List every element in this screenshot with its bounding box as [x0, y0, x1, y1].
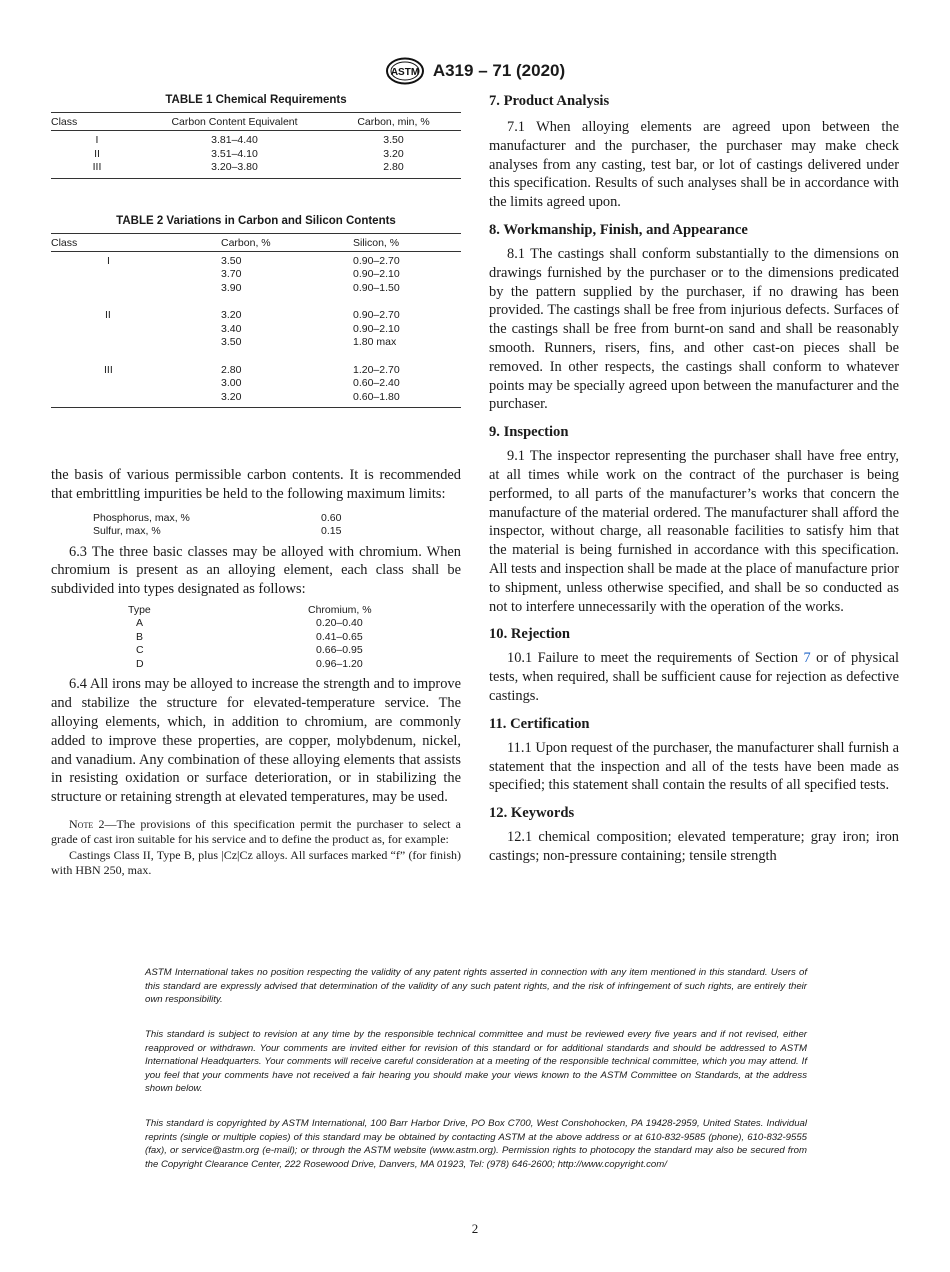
text-span: 10.1 Failure to meet the requirements of Section: [507, 650, 804, 667]
table-cell: [51, 391, 221, 408]
table-cell: 3.00: [221, 377, 242, 389]
note-2-example: Castings Class II, Type B, plus |Cz|Cz alloys. All surfaces marked “f” (for finish) with HBN 250, max.: [51, 848, 461, 877]
table-cell: 0.90–2.10: [353, 268, 400, 280]
section-title-10: 10. Rejection: [489, 626, 571, 643]
table-row: [51, 377, 461, 391]
table-row: [51, 364, 461, 378]
table-cell: 0.41–0.65: [316, 630, 363, 643]
table-cell: II: [94, 147, 100, 160]
table-cell: 3.50: [221, 336, 242, 348]
limit-label: Sulfur, max, %: [93, 525, 161, 538]
table-row: [51, 131, 461, 148]
table-cell: [51, 336, 221, 350]
table-row: [51, 251, 461, 268]
table-row: [128, 644, 428, 658]
right-column: [489, 92, 899, 866]
paragraph-6-3: 6.3 The three basic classes may be alloyed with chromium. When chromium is present as an alloying element, each class shall be subdivided into types designated as follows:: [51, 543, 461, 598]
table2-caption: TABLE 2 Variations in Carbon and Silicon Contents: [116, 214, 396, 227]
paragraph-10-1: [489, 649, 899, 705]
table-header-row: [51, 233, 461, 251]
table-cell: 0.96–1.20: [316, 657, 363, 670]
table-row: [51, 148, 461, 162]
table-cell: 0.66–0.95: [316, 644, 363, 657]
note-2: [51, 817, 461, 846]
table-row: [51, 309, 461, 323]
note-label: Note: [69, 817, 94, 832]
table-cell: C: [136, 644, 144, 657]
table-cell: 3.70: [221, 268, 242, 280]
paragraph-8-1: 8.1 The castings shall conform substantially to the dimensions on drawings furnished by the purchaser or to the dimensions predicated by the pattern supplied by the purchaser, if no drawing has been provided. The castings shall be free from injurious defects. Surfaces of the castings shall be free from burnt-on sand and shall be reasonably smooth. Runners, risers, fins, and other cast-on pieces shall be removed. In other respects, the castings shall conform to whatever points may be specially agreed upon between the manufacturer and the purchaser.: [489, 245, 899, 413]
table-row: [51, 282, 461, 296]
table-row: [51, 336, 461, 350]
astm-logo: [385, 57, 425, 85]
table-cell: 0.90–2.10: [353, 322, 400, 335]
document-designation: A319 – 71 (2020): [432, 61, 566, 80]
copyright-notice: This standard is copyrighted by ASTM International, 100 Barr Harbor Drive, PO Box C700, West Conshohocken, PA 19428-2959, United States. Individual reprints (single or multiple copies) of this standard may be obtained by contacting ASTM at the above address or at 610-832-9585 (phone), 610-832-9555 (fax), or service@astm.org (e-mail); or through the ASTM website (www.astm.org). Permission rights to photocopy the standard may also be secured from the Copyright Clearance Center, 222 Rosewood Drive, Danvers, MA 01923, Tel: (978) 646-2600; http://www.copyright.com/: [145, 1118, 807, 1170]
table-header: Type: [128, 603, 151, 616]
table-header-row: [51, 113, 461, 131]
table-cell: [51, 323, 221, 337]
table-cell: 3.20: [221, 391, 353, 408]
table-row: [51, 391, 461, 408]
table-header: Chromium, %: [308, 603, 372, 616]
table-cell: 1.20–2.70: [353, 363, 400, 376]
table-cell: 2.80: [221, 363, 242, 376]
section-7-link[interactable]: 7: [803, 650, 811, 667]
table-row: [51, 323, 461, 337]
paragraph-12-1: 12.1 chemical composition; elevated temperature; gray iron; iron castings; non-pressure containing; tensile strength: [489, 829, 899, 864]
table-cell: 0.90–2.70: [353, 309, 400, 321]
list-item: [93, 525, 461, 539]
section-title-8: 8. Workmanship, Finish, and Appearance: [489, 221, 748, 238]
table-cell: 3.50: [221, 254, 242, 267]
table-cell: 1.80 max: [353, 336, 397, 348]
table-cell: A: [136, 617, 144, 630]
table-header-row: [128, 604, 428, 618]
table-row: [51, 268, 461, 282]
table-cell: 3.40: [221, 322, 242, 335]
table-cell: I: [107, 254, 110, 267]
table-cell: 0.20–0.40: [316, 617, 363, 630]
table-cell: 0.60–2.40: [353, 377, 400, 389]
table-cell: II: [105, 309, 111, 321]
page-number: 2: [471, 1221, 479, 1236]
table-cell: [51, 377, 221, 391]
table-header: Carbon Content Equivalent: [143, 113, 326, 131]
page-header: [0, 56, 950, 86]
table-cell: 2.80: [326, 161, 461, 178]
table-cell: 0.60–1.80: [353, 391, 461, 408]
section-title-12: 12. Keywords: [489, 805, 575, 822]
paragraph-6-4: 6.4 All irons may be alloyed to increase the strength and to improve and stabilize the structure for elevated-temperature service. The alloying elements, which, in addition to chromium, are commonly added to improve these properties, are copper, molybdenum, nickel, and vanadium. Any combination of these alloying elements that assists in resisting oxidation or surface deterioration, or in stabilizing the structure or retaining strength at elevated temperatures, may be used.: [51, 676, 461, 806]
table-row: [51, 161, 461, 178]
table-cell: D: [136, 657, 144, 670]
table-cell: 3.81–4.40: [211, 134, 258, 146]
table-cell: [51, 282, 221, 296]
table-cell: 0.90–1.50: [353, 281, 400, 294]
table-row: [128, 658, 428, 672]
table-cell: I: [95, 134, 99, 146]
paragraph-7-1: 7.1 When alloying elements are agreed upon between the manufacturer and the purchaser, the purchaser may make check analyses from any casting, test bar, or lot of castings delivered under this specification. Results of such analyses shall be in accordance with the limits agreed upon.: [489, 119, 899, 211]
table-cell: 3.20–3.80: [143, 161, 326, 178]
table-cell: 0.90–2.70: [353, 254, 400, 267]
table-cell: B: [136, 630, 144, 643]
table-header: Carbon, %: [221, 233, 353, 251]
table-header: Class: [51, 233, 221, 251]
table2-carbon-silicon: [51, 233, 461, 409]
table-cell: 3.90: [221, 281, 242, 294]
text-span: or of physical tests, when required, shall be sufficient cause for rejection as defective castings.: [489, 650, 899, 704]
table-cell: 3.20: [221, 309, 242, 321]
paragraph-11-1: 11.1 Upon request of the purchaser, the manufacturer shall furnish a statement that the inspection and all of the tests have been made as specified; this statement shall contain the results of all specified tests.: [489, 739, 899, 794]
table-cell: [51, 268, 221, 282]
chromium-types-table: [128, 604, 428, 672]
patent-notice: ASTM International takes no position respecting the validity of any patent rights asserted in connection with any item mentioned in this standard. Users of this standard are expressly advised that determination of the validity of any such patent rights, and the risk of infringement of such rights, are entirely their own responsibility.: [145, 967, 807, 1005]
limit-value: 0.60: [321, 511, 342, 524]
svg-text:ASTM: ASTM: [390, 67, 419, 78]
impurity-limits: [93, 512, 461, 539]
table-header: Class: [51, 113, 143, 131]
table-row: [128, 617, 428, 631]
limit-label: Phosphorus, max, %: [93, 511, 190, 524]
table-header: Silicon, %: [353, 233, 461, 251]
table-row: [128, 631, 428, 645]
left-column: [51, 92, 461, 877]
section-title-9: 9. Inspection: [489, 424, 569, 441]
section-title-7: 7. Product Analysis: [489, 93, 610, 109]
table-cell: 3.51–4.10: [211, 147, 258, 160]
section-title-11: 11. Certification: [489, 715, 590, 732]
revision-notice: This standard is subject to revision at any time by the responsible technical committee and must be reviewed every five years and if not revised, either reapproved or withdrawn. Your comments are invited either for revision of this standard or for additional standards and should be addressed to ASTM International Headquarters. Your comments will receive careful consideration at a meeting of the responsible technical committee, which you may attend. If you feel that your comments have not received a fair hearing you should make your views known to the ASTM Committee on Standards, at the address shown below.: [145, 1029, 807, 1094]
table-spacer: [51, 350, 461, 364]
table-cell: III: [104, 363, 113, 376]
table-cell: 3.50: [383, 134, 404, 146]
paragraph-continuation: the basis of various permissible carbon contents. It is recommended that embrittling impurities be held to the following maximum limits:: [51, 467, 461, 502]
paragraph-9-1: 9.1 The inspector representing the purchaser shall have free entry, at all times while work on the contract of the purchaser is being performed, to all parts of the manufacturer’s works that concern the manufacture of the material ordered. The manufacturer shall afford the inspector, without charge, all reasonable facilities to satisfy him that the material is being furnished in accordance with this specification. All tests and inspection shall be made at the place of manufacture prior to shipment, unless otherwise specified, and shall be so conducted as not to interfere unnecessarily with the operation of the works.: [489, 448, 899, 615]
table-cell: III: [51, 161, 143, 178]
table1-chemical-requirements: [51, 112, 461, 179]
table1-caption: TABLE 1 Chemical Requirements: [165, 94, 347, 106]
table-cell: 3.20: [383, 147, 404, 160]
table-spacer: [51, 295, 461, 309]
list-item: [93, 512, 461, 526]
table-header: Carbon, min, %: [326, 113, 461, 131]
limit-value: 0.15: [321, 525, 342, 538]
note-text: 2—The provisions of this specification permit the purchaser to select a grade of cast iron suitable for his service and to define the product as, for example:: [51, 817, 461, 846]
